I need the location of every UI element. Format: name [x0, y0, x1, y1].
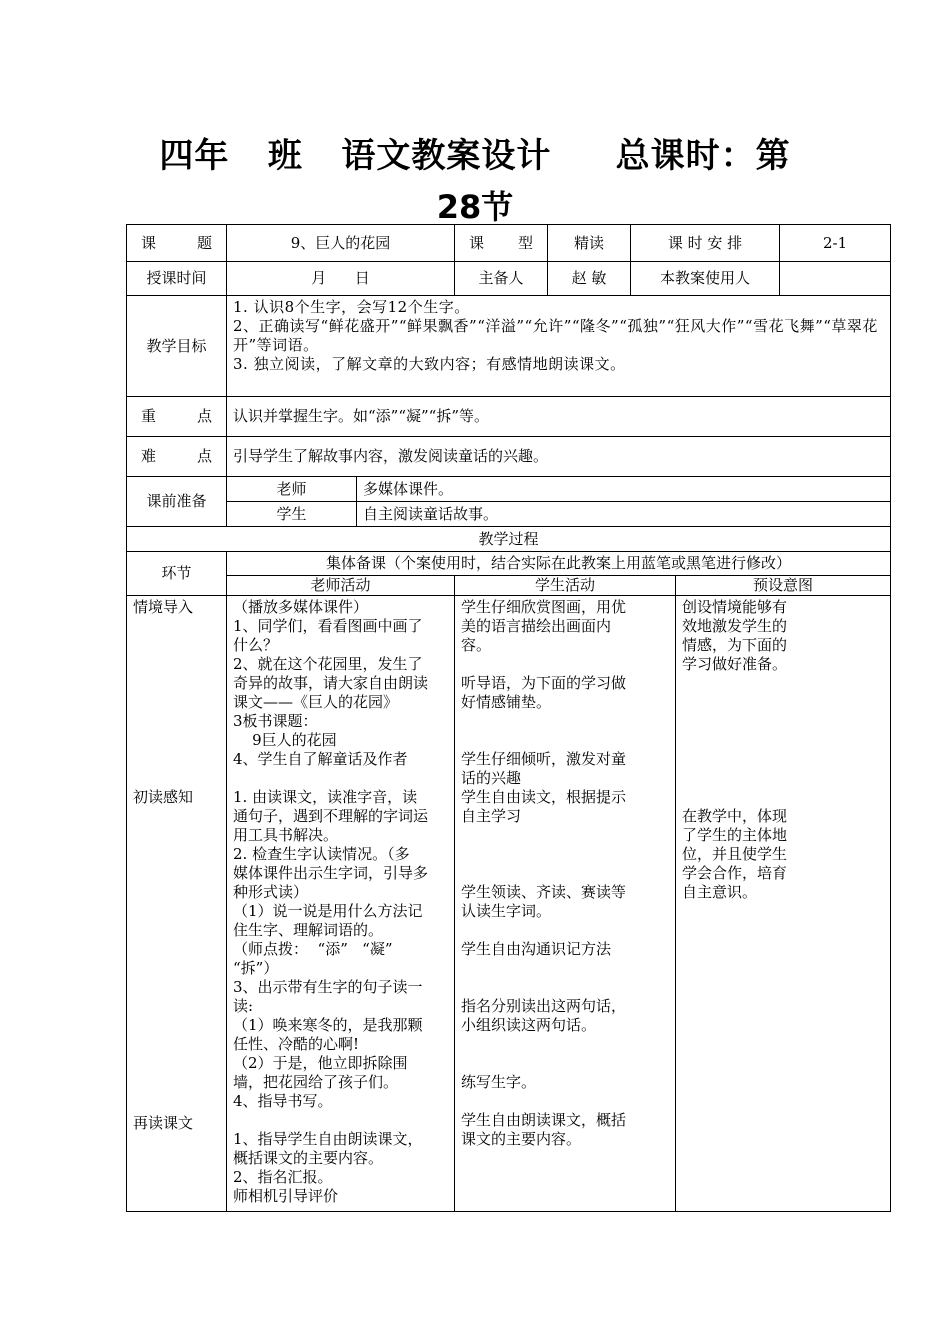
student-activity-line: 学生领读、齐读、赛读等 — [461, 883, 627, 901]
student-activity-line — [461, 731, 669, 750]
prep-what: 多媒体课件。 — [357, 477, 891, 502]
key-row — [127, 397, 891, 437]
intent-line: 自主意识。 — [682, 883, 758, 901]
page-title: 四年 班 语文教案设计 总课时：第 — [159, 136, 791, 176]
process-header-row — [127, 576, 891, 596]
intent-line: 效地激发学生的 — [682, 617, 788, 635]
prep-who: 老师 — [227, 477, 357, 502]
teacher-activity-line: 1、同学们，看看图画中画了 — [233, 617, 423, 635]
teacher-activity-line: 1、指导学生自由朗读课文， — [233, 1130, 423, 1148]
student-activity-line: 学生自由读文，根据提示 — [461, 788, 627, 806]
intent-line — [682, 731, 884, 750]
student-activity-line — [461, 864, 669, 883]
time-value: 月 日 — [227, 262, 455, 296]
student-activity-line — [461, 845, 669, 864]
student-activity-line — [461, 712, 669, 731]
stage-label: 情境导入 — [133, 598, 194, 616]
teacher-activity-line: （2）于是，他立即拆除围 — [233, 1054, 408, 1072]
goal-item: 2、正确读写“鲜花盛开”“鲜果飘香”“洋溢”“允许”“隆冬”“孤独”“狂风大作”“雪花飞舞”“草翠花开”等词语。 — [233, 317, 878, 354]
goals-content — [227, 296, 891, 397]
teacher-activity-line: 读: — [233, 997, 254, 1015]
prep-who: 学生 — [227, 502, 357, 527]
student-activity-line — [461, 959, 669, 978]
teacher-activity-line — [233, 769, 448, 788]
teacher-activity-line: 3板书课题： — [233, 712, 318, 730]
teacher-activity-line: 什么？ — [233, 636, 279, 654]
teacher-activity-line: 3、出示带有生字的句子读一 — [233, 978, 423, 996]
stage-label: 再读课文 — [133, 1114, 194, 1132]
teacher-activity-column — [227, 596, 455, 1212]
prep-what: 自主阅读童话故事。 — [357, 502, 891, 527]
type-label: 课 型 — [455, 225, 548, 262]
student-activity-line — [461, 1054, 669, 1073]
intent-line — [682, 769, 884, 788]
teacher-activity-line: （1）说一说是用什么方法记 — [233, 902, 423, 920]
group-header: 集体备课（个案使用时，结合实际在此教案上用蓝笔或黑笔进行修改） — [227, 552, 891, 576]
intent-line — [682, 674, 884, 693]
intent-line: 在教学中，体现 — [682, 807, 788, 825]
preparer-label: 主备人 — [455, 262, 548, 296]
teacher-activity-line: 2. 检查生字认读情况。（多 — [233, 845, 410, 863]
process-title: 教学过程 — [127, 527, 891, 552]
topic-value: 9、巨人的花园 — [227, 225, 455, 262]
topic-label: 课 题 — [127, 225, 227, 262]
teacher-activity-line: 墙，把花园给了孩子们。 — [233, 1073, 399, 1091]
student-activity-line: 认读生字词。 — [461, 902, 552, 920]
teacher-activity-line: 2、指名汇报。 — [233, 1168, 333, 1186]
key-value: 认识并掌握生字。如“添”“凝”“拆”等。 — [227, 397, 891, 437]
student-activity-line: 听导语，为下面的学习做 — [461, 674, 627, 692]
teacher-activity-line — [233, 1111, 448, 1130]
teacher-activity-line: 奇异的故事，请大家自由朗读 — [233, 674, 429, 692]
student-activity-line: 美的语言描绘出画面内 — [461, 617, 612, 635]
difficulty-row — [127, 437, 891, 477]
preparer-value: 赵 敏 — [548, 262, 631, 296]
student-activity-line: 课文的主要内容。 — [461, 1130, 582, 1148]
process-group-row — [127, 552, 891, 576]
stage-header: 环节 — [127, 552, 227, 596]
teacher-activity-line: 任性、冷酷的心啊! — [233, 1035, 360, 1053]
student-activity-line — [461, 1035, 669, 1054]
teacher-activity-line: 课文——《巨人的花园》 — [233, 693, 399, 711]
student-activity-line: 学生自由朗读课文，概括 — [461, 1111, 627, 1129]
process-title-row — [127, 527, 891, 552]
intent-line: 位，并且使学生 — [682, 845, 788, 863]
intent-line — [682, 712, 884, 731]
user-value — [780, 262, 891, 296]
student-header: 学生活动 — [455, 576, 676, 596]
teacher-activity-line: 2、就在这个花园里，发生了 — [233, 655, 423, 673]
key-label: 重 点 — [127, 397, 227, 437]
student-activity-line: 话的兴趣 — [461, 769, 522, 787]
intent-line: 情感，为下面的 — [682, 636, 788, 654]
prep-label: 课前准备 — [127, 477, 227, 527]
student-activity-line — [461, 921, 669, 940]
info-row-topic — [127, 225, 891, 262]
prep-row-student — [127, 502, 891, 527]
teacher-activity-line: 用工具书解决。 — [233, 826, 339, 844]
teacher-activity-line: 4、指导书写。 — [233, 1092, 333, 1110]
intent-line: 学习做好准备。 — [682, 655, 788, 673]
teacher-header: 老师活动 — [227, 576, 455, 596]
stage-label: 初读感知 — [133, 788, 194, 806]
student-activity-column — [455, 596, 676, 1212]
student-activity-line: 练写生字。 — [461, 1073, 537, 1091]
intent-line — [682, 788, 884, 807]
info-row-time — [127, 262, 891, 296]
teacher-activity-line: （播放多媒体课件） — [233, 598, 369, 616]
teacher-activity-line: 通句子，遇到不理解的字词运 — [233, 807, 429, 825]
goal-item: 1. 认识8个生字，会写12个生字。 — [233, 298, 470, 316]
student-activity-line: 好情感铺垫。 — [461, 693, 552, 711]
type-value: 精读 — [548, 225, 631, 262]
stage-column — [127, 596, 227, 1212]
goals-label: 教学目标 — [127, 296, 227, 397]
student-activity-line: 小组织读这两句话。 — [461, 1016, 597, 1034]
intent-column — [676, 596, 891, 1212]
teacher-activity-line: 种形式读） — [233, 883, 309, 901]
intent-line — [682, 693, 884, 712]
student-activity-line: 指名分别读出这两句话， — [461, 997, 627, 1015]
page-subtitle: 28节 — [436, 188, 514, 226]
teacher-activity-line: “拆”） — [233, 959, 279, 977]
teacher-activity-line: （师点拨： “添” “凝” — [233, 940, 393, 958]
intent-line: 创设情境能够有 — [682, 598, 788, 616]
goals-row — [127, 296, 891, 397]
difficulty-label: 难 点 — [127, 437, 227, 477]
process-body-row — [127, 596, 891, 1212]
student-activity-line: 容。 — [461, 636, 492, 654]
student-activity-line — [461, 1092, 669, 1111]
goal-item: 3. 独立阅读，了解文章的大致内容；有感情地朗读课文。 — [233, 355, 626, 373]
intent-line — [682, 750, 884, 769]
teacher-activity-line: 师相机引导评价 — [233, 1187, 339, 1205]
teacher-activity-line: 9巨人的花园 — [233, 731, 337, 749]
prep-row-teacher — [127, 477, 891, 502]
schedule-value: 2-1 — [780, 225, 891, 262]
teacher-activity-line: 概括课文的主要内容。 — [233, 1149, 384, 1167]
lesson-plan-table — [126, 224, 891, 1212]
teacher-activity-line: 媒体课件出示生字词，引导多 — [233, 864, 429, 882]
student-activity-line: 学生仔细欣赏图画，用优 — [461, 598, 627, 616]
teacher-activity-line: 住生字、理解词语的。 — [233, 921, 384, 939]
time-label: 授课时间 — [127, 262, 227, 296]
intent-header: 预设意图 — [676, 576, 891, 596]
student-activity-line: 学生仔细倾听，激发对童 — [461, 750, 627, 768]
teacher-activity-line: 4、学生自了解童话及作者 — [233, 750, 408, 768]
teacher-activity-line: 1. 由读课文，读准字音，读 — [233, 788, 418, 806]
difficulty-value: 引导学生了解故事内容，激发阅读童话的兴趣。 — [227, 437, 891, 477]
user-label: 本教案使用人 — [631, 262, 780, 296]
intent-line: 了学生的主体地 — [682, 826, 788, 844]
student-activity-line — [461, 826, 669, 845]
student-activity-line — [461, 978, 669, 997]
student-activity-line: 自主学习 — [461, 807, 522, 825]
student-activity-line: 学生自由沟通识记方法 — [461, 940, 612, 958]
intent-line: 学会合作，培育 — [682, 864, 788, 882]
teacher-activity-line: （1）唤来寒冬的，是我那颗 — [233, 1016, 423, 1034]
student-activity-line — [461, 655, 669, 674]
schedule-label: 课 时 安 排 — [631, 225, 780, 262]
